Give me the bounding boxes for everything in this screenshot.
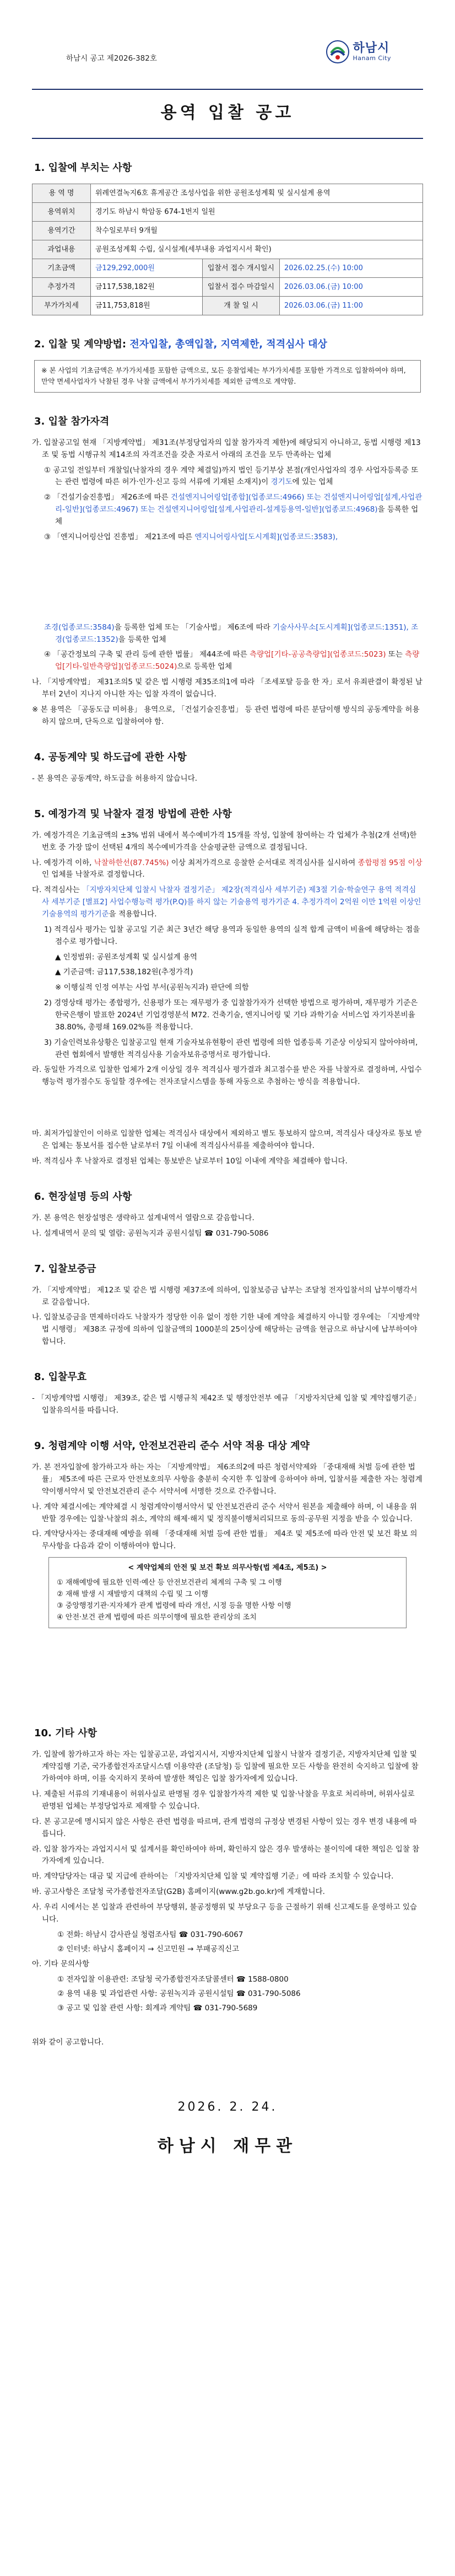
close-time-value: 2026.03.06.(금) 10:00 (279, 277, 422, 296)
vat-label: 부가가치세 (32, 297, 91, 315)
logo-english-text: Hanam City (353, 55, 391, 62)
location-label: 용역위치 (32, 202, 91, 221)
outline-table (32, 184, 423, 315)
contact-g2b: ① 전자입찰 이용관련: 조달청 국가종합전자조달콜센터 ☎ 1588-0800 (57, 1975, 289, 1984)
s3-item-3-code-c: 기술사사무소[도시계획](업종코드:1351), 조경(업종코드:1352) (55, 622, 419, 644)
safety-item-1: ① 재해예방에 필요한 인력·예산 등 안전보건관리 체계의 구축 및 그 이행 (57, 1579, 282, 1587)
s3-item-1-region: 경기도 (270, 477, 292, 487)
section-9-title: 9. 청렴계약 이행 서약, 안전보건관리 준수 서약 적용 대상 계약 (34, 1440, 310, 1452)
s5-para-e: 마. 최저가입찰인이 이하로 입찰한 업체는 적격심사 대상에서 제외하고 별도 통보하지 않으며, 적격심사 대상자로 통보 받은 업체는 통보서를 접수한 날로부터 7일 이내에 적격심사서류를 제출하여야 합니다. (32, 1129, 422, 1150)
s3-item-3-text: ③ 「엔지니어링산업 진흥법」 제21조에 따른 (44, 532, 195, 541)
s5-para-c-text: 다. 적격심사는 (32, 886, 83, 895)
s9-para-c: 다. 계약당사자는 중대재해 예방을 위해 「중대재해 처벌 등에 관한 법률」 제4조 및 제5조에 따라 안전 및 보건 확보 의무사항을 다음과 같이 이행하여야 합니다. (32, 1530, 418, 1551)
vat-note-box: ※ 본 사업의 기초금액은 부가가치세를 포함한 금액으로, 모든 응찰업체는 부가가치세를 포함한 가격으로 입찰하여야 하며, 만약 면세사업자가 낙찰된 경우 낙찰 금액에서 부가가치세를 제외한 금액으로 계약함. (34, 360, 421, 393)
open-time-value: 2026.02.25.(수) 10:00 (279, 259, 422, 277)
s5-item-1: 1) 적격심사 평가는 입찰 공고일 기준 최근 3년간 해당 용역과 동일한 용역의 실적 합계 금액이 비율에 해당하는 점을 점수로 평가합니다. (44, 925, 420, 946)
page-break-gap-3 (32, 1633, 423, 1704)
s3-item-3-code-a: 엔지니어링사업[도시계획](업종코드:3583), (194, 532, 338, 541)
section-5-title: 5. 예정가격 및 낙찰자 결정 방법에 관한 사항 (34, 808, 232, 820)
report-phone: ① 전화: 하남시 감사관실 청렴조사팀 ☎ 031-790-6067 (57, 1930, 243, 1939)
s5-para-b-tail: 인 업체를 낙찰자로 결정합니다. (42, 870, 145, 879)
s5-para-b-text: 나. 예정가격 이하, (32, 858, 94, 867)
notice-number: 하남시 공고 제2026-382호 (66, 54, 157, 63)
vat-value: 금11,753,818원 (91, 297, 203, 315)
service-name-label: 용 역 명 (32, 184, 91, 202)
s3-item-2-tail: 을 등록한 업체 (55, 505, 419, 527)
s10-para-d: 라. 입찰 참가자는 과업지시서 및 설계서를 확인하여야 하며, 확인하지 않은 경우 발생하는 불이익에 대한 책임은 입찰 참가자에게 있습니다. (32, 1844, 420, 1866)
s3-item-3-mid: 을 등록한 업체 또는 「기술사법」 제6조에 따라 (114, 622, 273, 632)
section-2-highlight: 전자입찰, 총액입찰, 지역제한, 적격심사 대상 (129, 339, 327, 351)
estimated-price-value: 금117,538,182원 (91, 277, 203, 296)
page-break-gap-2 (32, 1092, 423, 1125)
scope-label: 과업내용 (32, 240, 91, 259)
estimated-price-label: 추정가격 (32, 277, 91, 296)
section-6-title: 6. 현장설명 등의 사항 (34, 1190, 132, 1203)
s5-para-c (32, 884, 423, 921)
section-10-title: 10. 기타 사항 (34, 1727, 97, 1740)
s3-item-2 (44, 492, 423, 528)
s5-score-threshold: 종합평점 95점 이상 (358, 858, 422, 867)
section-8-title: 8. 입찰무효 (34, 1371, 87, 1383)
bid-opening-value: 2026.03.06.(금) 11:00 (279, 297, 422, 315)
period-label: 용역기간 (32, 221, 91, 240)
safety-item-2: ② 재해 발생 시 재발방지 대책의 수립 및 그 이행 (57, 1590, 208, 1599)
s9-para-b: 나. 계약 체결시에는 계약체결 시 청렴계약이행서약서 및 안전보건관리 준수 서약서 원본을 제출해야 하며, 이 내용을 위반할 경우에는 입찰·낙찰의 취소, 계약의 해제·해지 및 정직불이행처리되므로 동의·공무원 지정을 받을 수 있습니다. (32, 1502, 417, 1523)
bid-opening-label: 개 찰 일 시 (202, 297, 279, 315)
s3-item-1-tail: 에 있는 업체 (292, 477, 333, 487)
s3-item-3 (44, 532, 423, 544)
contact-park: ② 용역 내용 및 과업관련 사항: 공원녹지과 공원시설팀 ☎ 031-790-5086 (57, 1989, 301, 1999)
s3-item-2-text: ② 「건설기술진흥법」 제26조에 따른 (44, 493, 171, 502)
section-7-title: 7. 입찰보증금 (34, 1263, 96, 1275)
safety-obligations-box (48, 1557, 407, 1628)
s7-para-b: 나. 입찰보증금을 면제하더라도 낙찰자가 정당한 이유 없이 정한 기한 내에 계약을 체결하지 아니할 경우에는 「지방계약법 시행령」 제38조 규정에 의하여 입찰금액의 1000분의 25이상에 해당하는 금액을 현금으로 하남시에 납부하여야 합니다. (32, 1313, 420, 1346)
s10-para-e: 마. 계약담당자는 대금 및 지급에 관하여는 「지방자치단체 입찰 및 계약집행 기준」에 따라 조치할 수 있습니다. (32, 1872, 394, 1881)
s3-note: ※ 본 용역은 「공동도급 미허용」 용역으로, 「건설기술진흥법」 등 관련 법령에 따른 분담이행 방식의 공동계약을 허용하지 않으며, 단독으로 입찰하여야 함. (32, 705, 420, 726)
s3-item-3-tail: 을 등록한 업체 (118, 635, 166, 644)
s5-item-2: 2) 경영상태 평가는 종합평가, 신용평가 또는 재무평가 중 입찰참가자가 선택한 방법으로 평가하며, 재무평가 기준은 한국은행이 발표한 2024년 기업경영분석 M72. 건축기술, 엔지니어링 및 기타 과학기술 서비스업 자기자본비율 38.80%, 총평쇄 169.02%를 적용합니다. (44, 999, 418, 1032)
s10-para-b: 나. 제출된 서류의 기재내용이 허위사실로 판명될 경우 입찰참가자격 제한 및 입찰·낙찰을 무효로 처리하며, 허위사실로 판명된 업체는 부정당업자로 제재할 수 있습니다. (32, 1790, 415, 1811)
s3-item-1 (44, 465, 423, 489)
s3-para-a: 가. 입찰공고일 현재 「지방계약법」 제31조(부정당업자의 입찰 참가자격 제한)에 해당되지 아니하고, 동법 시행령 제13조 및 동법 시행규칙 제14조의 자격조건을 갖춘 자로서 아래의 조건을 모두 만족하는 업체 (32, 438, 421, 459)
safety-item-3: ③ 중앙행정기관·지자체가 관계 법령에 따라 개선, 시정 등을 명한 사항 이행 (57, 1602, 291, 1611)
s6-para-b: 나. 설계내역서 문의 및 열람: 공원녹지과 공원시설팀 ☎ 031-790-5086 (32, 1228, 269, 1238)
s5-item-1-amount: ▲ 기준금액: 금117,538,182원(추정가격) (55, 968, 193, 977)
s3-item-4-code-a: 측량업[기타-공공측량업](업종코드:5023) (250, 650, 386, 659)
s10-para-c: 다. 본 공고문에 명시되지 않은 사항은 관련 법령을 따르며, 관계 법령의 규정상 변경된 사항이 있는 경우 변경 내용에 따릅니다. (32, 1817, 417, 1838)
s5-para-a: 가. 예정가격은 기초금액의 ±3% 범위 내에서 복수예비가격 15개를 작성, 입찰에 참여하는 각 업체가 추첨(2개 선택)한 번호 중 가장 많이 선택된 4개의 복수예비가격을 산술평균한 금액으로 결정됩니다. (32, 830, 417, 852)
scope-value: 공원조성계획 수립, 실시설계(세부내용 과업지시서 확인) (91, 240, 423, 259)
closing-date: 2026. 2. 24. (177, 2100, 278, 2114)
s5-lower-limit: 낙찰하한선(87.745%) (94, 858, 169, 867)
s5-para-b (32, 857, 423, 882)
period-value: 착수일로부터 9개월 (91, 221, 423, 240)
document-title: 용역 입찰 공고 (160, 103, 295, 122)
issuing-authority: 하남시 재무관 (157, 2137, 298, 2156)
report-web: ② 인터넷: 하남시 홈페이지 → 신고민원 → 부패공직신고 (57, 1944, 240, 1954)
s5-item-3: 3) 기술인력보유상황은 입찰공고일 현재 기술자보유현황이 관련 법령에 의한 업종등록 기준상 이상되지 않아야하며, 관련 협회에서 발행한 적격심사용 기술자보유증명서로 평가합니다. (44, 1038, 418, 1059)
s3-para-b: 나. 「지방계약법」 제31조의5 및 같은 법 시행령 제35조의1에 따라 「조세포탈 등을 한 자」로서 유죄판결이 확정된 날부터 2년이 지나지 아니한 자는 입찰 자격이 없습니다. (32, 678, 422, 699)
section-4-title: 4. 공동계약 및 하도급에 관한 사항 (34, 751, 187, 763)
s5-criteria: 「지방자치단체 입찰시 낙찰자 결정기준」 제2장(적격심사 세부기준) 제3절 기술·학술연구 용역 적격심사 세부기준 [별표2] 사업수행능력 평가(P.Q)를 하지 않는 기술용역 평가기준 4. 추정가격이 2억원 이만 1억원 이상인 기술용역의 평가기준 (42, 886, 421, 919)
section-2-title (34, 336, 423, 352)
s3-item-3-code-b: 조경(업종코드:3584) (44, 622, 115, 632)
header (32, 0, 423, 74)
s5-para-c-tail: 을 적용합니다. (109, 909, 157, 919)
open-time-label: 입찰서 접수 개시일시 (202, 259, 279, 277)
city-logo (326, 40, 392, 64)
base-price-value: 금129,292,000원 (91, 259, 203, 277)
s3-item-4-code-b: 측량업[기타-일반측량업](업종코드:5024) (55, 650, 420, 672)
contact-accounting: ③ 공고 및 입찰 관련 사항: 회계과 계약팀 ☎ 031-790-5689 (57, 2003, 258, 2012)
section-3-title: 3. 입찰 참가자격 (34, 415, 110, 427)
s3-item-4-text: ④ 「공간정보의 구축 및 관리 등에 관한 법률」 제44조에 따른 (44, 650, 250, 659)
title-band (32, 89, 423, 139)
s10-para-h: 아. 기타 문의사항 (32, 1960, 90, 1969)
page-break-gap (32, 547, 423, 619)
s7-para-a: 가. 「지방계약법」 제12조 및 같은 법 시행령 제37조에 의하여, 입찰보증금 납부는 조달청 전자입찰서의 납부이행각서로 갈음합니다. (32, 1285, 418, 1307)
s8-para: - 「지방계약법 시행령」 제39조, 같은 법 시행규칙 제42조 및 행정안전부 예규 「지방자치단체 입찰 및 계약집행기준」 입찰유의서를 따릅니다. (32, 1394, 421, 1415)
location-value: 경기도 하남시 학암동 674-1번지 일원 (91, 202, 423, 221)
s10-para-f: 바. 공고사항은 조달청 국가종합전자조달(G2B) 홈페이지(www.g2b.go.kr)에 게재합니다. (32, 1887, 325, 1897)
s3-item-1-text: ① 공고일 전일부터 개찰일(낙찰자의 경우 계약 체결일)까지 법인 등기부상 본점(개인사업자의 경우 사업자등록증 또는 관련 법령에 따른 허가·인가·신고 등의 서류에 기재된 소재지)이 (44, 465, 419, 487)
s10-para-a: 가. 입찰에 참가하고자 하는 자는 입찰공고문, 과업지시서, 지방자치단체 입찰시 낙찰자 결정기준, 지방자치단체 입찰 및 계약집행 기준, 국가종합전자조달시스템 이용약관 (조달청) 등 입찰에 필요한 모든 사항을 완전히 숙지하고 입찰에 참가하여야 하며, 이를 숙지하지 못하여 발생한 책임은 입찰 참가자에게 있습니다. (32, 1750, 419, 1784)
base-price-label: 기초금액 (32, 259, 91, 277)
s10-para-g: 사. 우리 시에서는 본 입찰과 관련하여 부당행위, 불공정행위 및 부당요구 등을 근절하기 위해 신고제도를 운영하고 있습니다. (32, 1902, 417, 1924)
hanam-emblem-icon (326, 40, 350, 64)
s5-para-d: 라. 동일한 가격으로 입찰한 업체가 2개 이상일 경우 적격심사 평가결과 최고점수를 받은 자를 낙찰자로 결정하며, 사업수행능력 평가점수도 동일할 경우에는 전자조달시스템을 통해 자동으로 추첨하는 방식을 적용합니다. (32, 1065, 422, 1087)
s3-item-2-codes: 건설엔지니어링업[종합](업종코드:4966) 또는 건설엔지니어링업[설계,사업관리-일반](업종코드:4967) 또는 건설엔지니어링업[설계,사업관리-설계등용역-일반](업종코드:4968) (55, 493, 422, 514)
close-time-label: 입찰서 접수 마감일시 (202, 277, 279, 296)
s6-para-a: 가. 본 용역은 현장설명은 생략하고 설계내역서 열람으로 갈음합니다. (32, 1213, 254, 1222)
s4-para: - 본 용역은 공동계약, 하도급을 허용하지 않습니다. (32, 774, 198, 783)
safety-box-title: < 계약업체의 안전 및 보건 확보 의무사항(법 제4조, 제5조) > (128, 1564, 327, 1573)
closing-note: 위와 같이 공고합니다. (32, 2037, 104, 2047)
s5-item-1-scope: ▲ 인정범위: 공원조성계획 및 실시설계 용역 (55, 952, 198, 962)
s9-para-a: 가. 본 전자입찰에 참가하고자 하는 자는 「지방계약법」 제6조의2에 따른 청렴서약제와 「중대재해 처벌 등에 관한 법률」 제5조에 따른 근로자 안전보호의무 사항을 충분히 숙지한 후 입찰에 응하여야 하며, 입찰서를 제출한 자는 청렴계약이행서약서 및 안전보건관리 준수 서약서에 서명한 것으로 간주합니다. (32, 1463, 422, 1496)
s3-item-4-tail: 으로 등록한 업체 (177, 662, 232, 672)
section-2-prefix: 2. 입찰 및 계약방법: (34, 339, 130, 351)
safety-item-4: ④ 안전·보건 관계 법령에 따른 의무이행에 필요한 관리상의 조치 (57, 1613, 257, 1622)
logo-korean-text: 하남시 (353, 41, 390, 55)
s5-item-1-note: ※ 이행실적 인정 여부는 사업 부서(공원녹지과) 판단에 의함 (55, 983, 249, 992)
section-1-title: 1. 입찰에 부치는 사항 (34, 162, 132, 174)
s5-para-f: 바. 적격심사 후 낙찰자로 결정된 업체는 통보받은 날로부터 10일 이내에 계약을 체결해야 합니다. (32, 1156, 348, 1166)
s3-item-4-or: 또는 (386, 650, 405, 659)
s3-item-4 (44, 649, 423, 673)
service-name-value: 위례연결녹지6호 휴게공간 조성사업을 위한 공원조성계획 및 실시설계 용역 (91, 184, 423, 202)
s5-para-b-mid: 이상 최저가격으로 응찰한 순서대로 적격심사를 실시하여 (169, 858, 358, 867)
s3-item-3-cont (44, 622, 423, 646)
